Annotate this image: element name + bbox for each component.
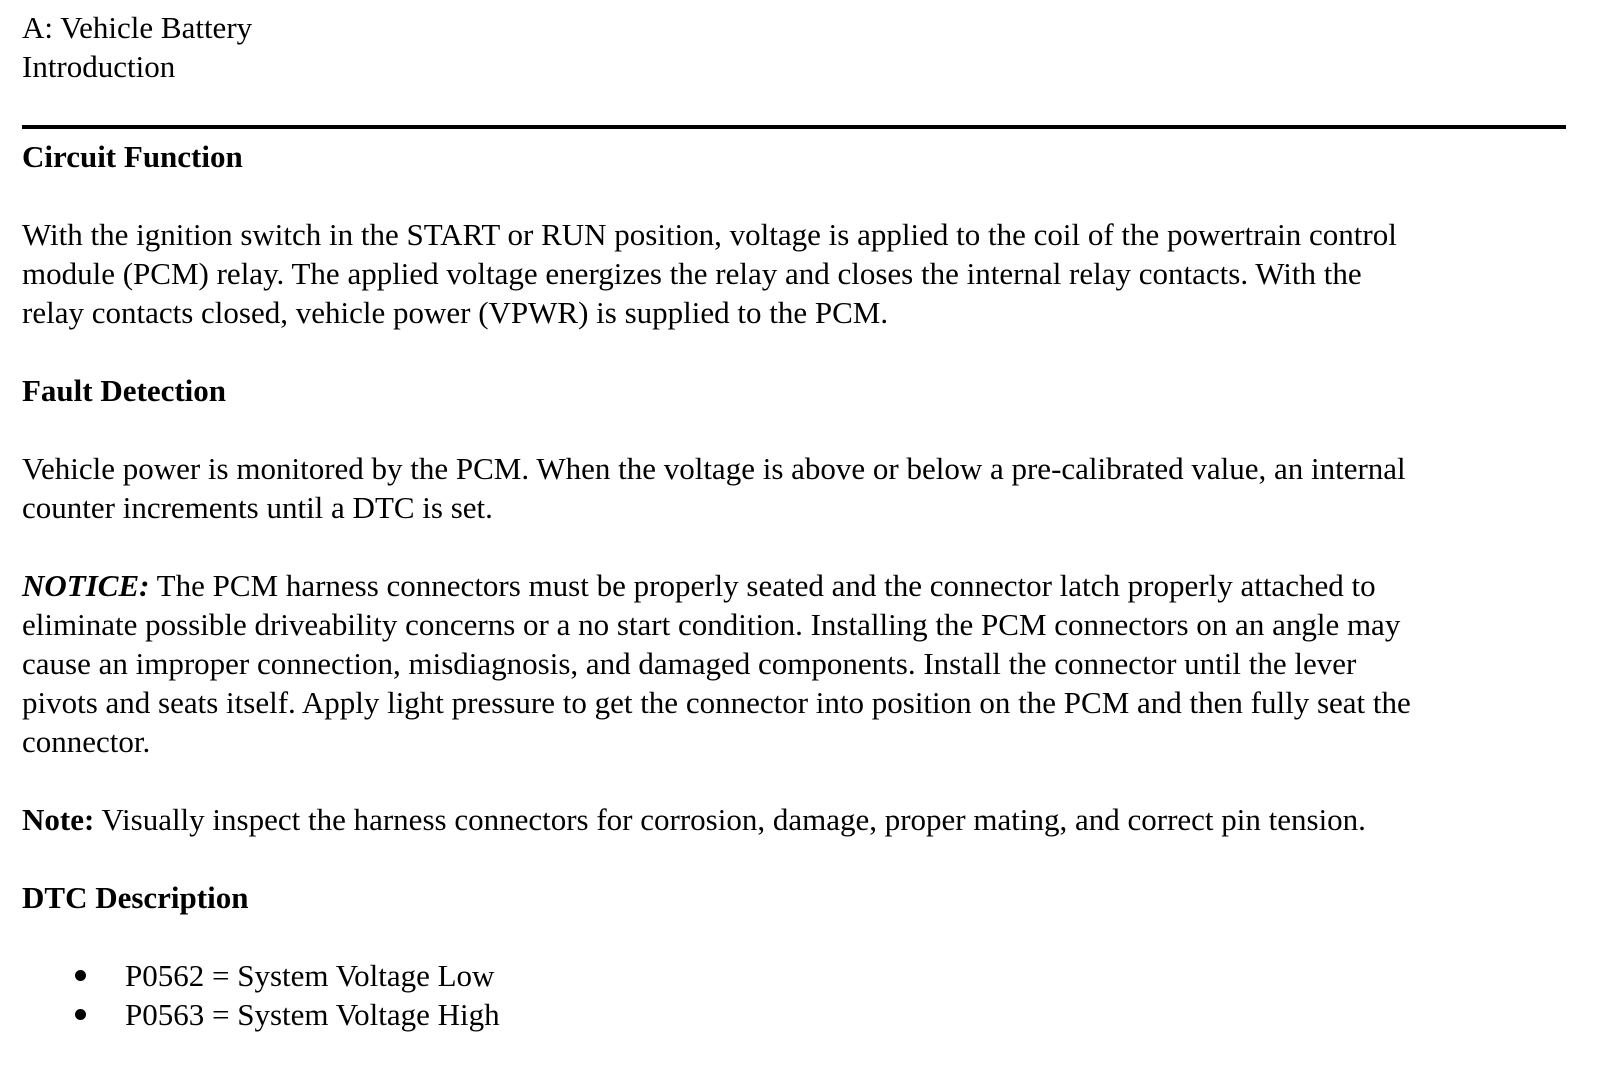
dtc-list-item xyxy=(22,995,1566,1034)
dtc-item-text: P0562 = System Voltage Low xyxy=(125,958,495,993)
text-line xyxy=(22,800,1566,839)
section-heading-circuit-function: Circuit Function xyxy=(22,139,243,174)
text-line: Vehicle power is monitored by the PCM. When the voltage is above or below a pre-calibrated value, an internal xyxy=(22,451,1406,486)
text-line: With the ignition switch in the START or RUN position, voltage is applied to the coil of the powertrain control xyxy=(22,217,1397,252)
doc-subtitle: Introduction xyxy=(22,49,176,84)
text-line: cause an improper connection, misdiagnosis, and damaged components. Install the connector until the lever xyxy=(22,646,1357,681)
page-header xyxy=(22,8,1566,86)
note-label: Note: xyxy=(22,802,95,837)
bullet-icon xyxy=(75,1009,86,1020)
fault-detection-paragraph xyxy=(22,449,1566,527)
text-line xyxy=(22,566,1566,605)
note-text: Visually inspect the harness connectors for corrosion, damage, proper mating, and correct pin tension. xyxy=(94,802,1366,837)
text-line: pivots and seats itself. Apply light pressure to get the connector into position on the PCM and then fully seat the xyxy=(22,685,1411,720)
circuit-function-paragraph xyxy=(22,215,1566,332)
note-paragraph xyxy=(22,800,1566,839)
horizontal-rule xyxy=(22,125,1566,129)
dtc-list-item xyxy=(22,956,1566,995)
doc-title: A: Vehicle Battery xyxy=(22,10,253,45)
section-heading-fault-detection: Fault Detection xyxy=(22,373,227,408)
notice-text: The PCM harness connectors must be properly seated and the connector latch properly attached to xyxy=(149,568,1376,603)
section-heading-dtc-description: DTC Description xyxy=(22,880,249,915)
text-line: relay contacts closed, vehicle power (VPWR) is supplied to the PCM. xyxy=(22,295,889,330)
text-line: connector. xyxy=(22,724,151,759)
text-line: eliminate possible driveability concerns or a no start condition. Installing the PCM connectors on an angle may xyxy=(22,607,1401,642)
notice-label: NOTICE: xyxy=(22,568,150,603)
dtc-list xyxy=(22,956,1566,1034)
text-line: module (PCM) relay. The applied voltage energizes the relay and closes the internal relay contacts. With the xyxy=(22,256,1362,291)
notice-paragraph xyxy=(22,566,1566,761)
bullet-icon xyxy=(75,970,86,981)
dtc-item-text: P0563 = System Voltage High xyxy=(125,997,500,1032)
text-line: counter increments until a DTC is set. xyxy=(22,490,493,525)
